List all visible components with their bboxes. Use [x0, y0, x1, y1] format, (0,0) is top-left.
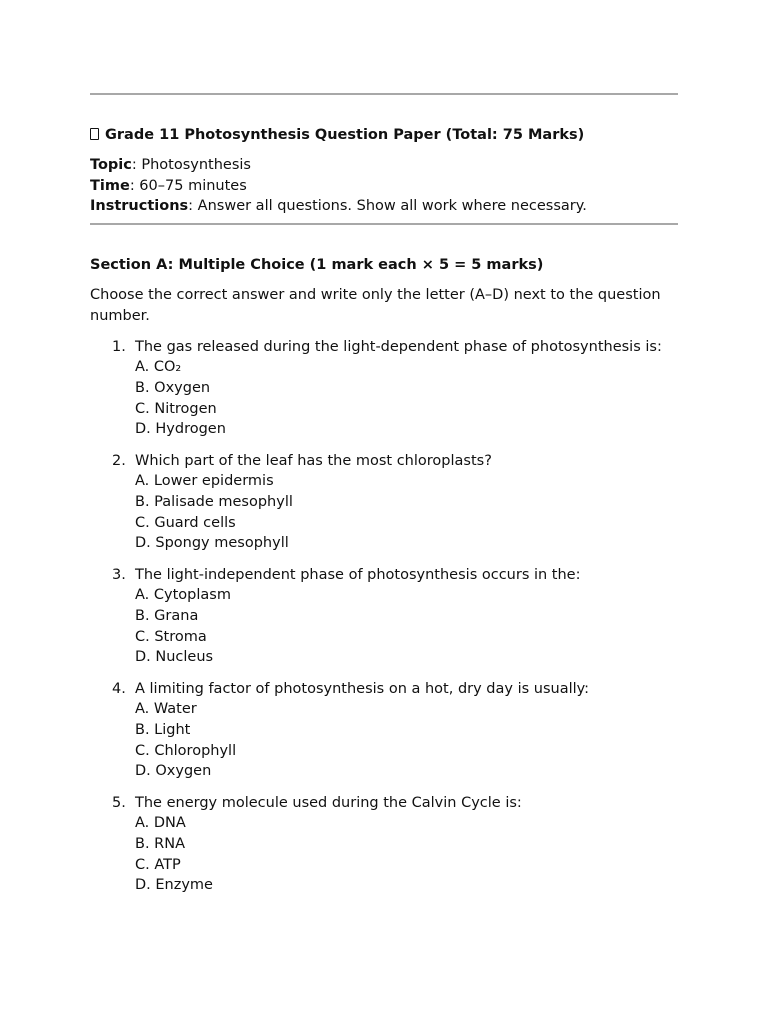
question-text: A limiting factor of photosynthesis on a hot, dry day is usually:	[135, 680, 590, 697]
question-5	[90, 793, 678, 897]
question-number: 1.	[112, 338, 126, 355]
option-c: C. ATP	[135, 856, 181, 873]
meta-topic	[90, 155, 678, 176]
section-divider	[90, 223, 678, 225]
option-a: A. CO₂	[135, 359, 182, 376]
section-a-intro: Choose the correct answer and write only the letter (A–D) next to the question number.	[90, 287, 661, 324]
question-text: The energy molecule used during the Calvin Cycle is:	[135, 794, 522, 811]
document-icon	[90, 128, 99, 140]
question-1	[90, 337, 678, 441]
option-b: B. Oxygen	[135, 379, 211, 396]
paper-meta	[90, 155, 678, 217]
question-text: Which part of the leaf has the most chloroplasts?	[135, 452, 492, 469]
option-d: D. Spongy mesophyll	[135, 535, 289, 552]
option-b: B. RNA	[135, 835, 186, 852]
meta-topic-label: Topic	[90, 157, 132, 173]
section-a-title: Section A: Multiple Choice (1 mark each × 5 = 5 marks)	[90, 257, 544, 274]
meta-topic-value: : Photosynthesis	[131, 157, 251, 173]
document-body	[90, 93, 678, 907]
option-d: D. Enzyme	[135, 877, 213, 894]
question-text: The gas released during the light-dependent phase of photosynthesis is:	[135, 338, 662, 355]
question-4	[90, 679, 678, 783]
meta-instructions	[90, 196, 678, 217]
option-b: B. Grana	[135, 607, 199, 624]
option-a: A. Water	[135, 701, 197, 718]
question-number: 2.	[112, 452, 126, 469]
question-number: 4.	[112, 680, 126, 697]
option-a: A. Cytoplasm	[135, 587, 231, 604]
question-text: The light-independent phase of photosynthesis occurs in the:	[135, 566, 581, 583]
option-a: A. DNA	[135, 815, 186, 832]
option-d: D. Nucleus	[135, 649, 214, 666]
option-c: C. Stroma	[135, 628, 207, 645]
option-c: C. Nitrogen	[135, 400, 217, 417]
meta-time	[90, 176, 678, 197]
option-c: C. Chlorophyll	[135, 742, 237, 759]
option-c: C. Guard cells	[135, 514, 236, 531]
meta-instructions-value: : Answer all questions. Show all work where necessary.	[188, 198, 587, 215]
question-list	[90, 337, 678, 897]
option-a: A. Lower epidermis	[135, 473, 274, 490]
question-number: 3.	[112, 566, 126, 583]
option-d: D. Hydrogen	[135, 421, 226, 438]
option-b: B. Palisade mesophyll	[135, 493, 293, 510]
meta-time-label: Time	[90, 177, 130, 194]
meta-instructions-label: Instructions	[90, 198, 189, 215]
meta-time-value: : 60–75 minutes	[129, 177, 247, 194]
option-d: D. Oxygen	[135, 763, 212, 780]
question-number: 5.	[112, 794, 126, 811]
paper-title-text: Grade 11 Photosynthesis Question Paper (Total: 75 Marks)	[105, 127, 585, 143]
question-3	[90, 565, 678, 669]
top-divider	[90, 93, 678, 95]
option-b: B. Light	[135, 721, 191, 738]
question-2	[90, 451, 678, 555]
paper-title	[90, 124, 678, 146]
